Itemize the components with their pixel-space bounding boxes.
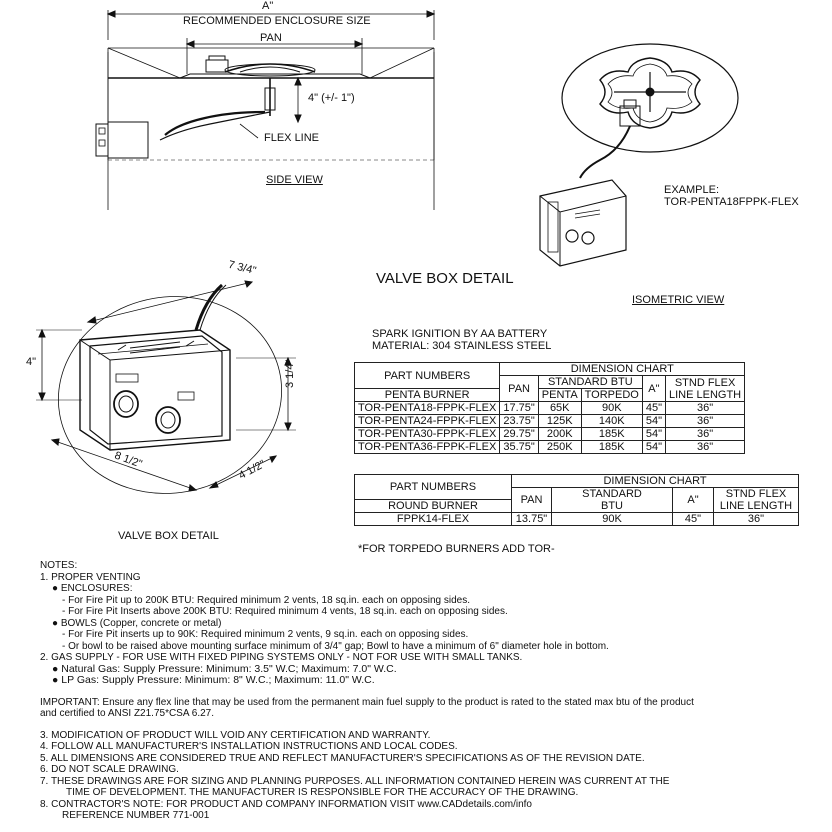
example-label: EXAMPLE:: [664, 184, 720, 196]
th-line-length: LINE LENGTH: [669, 388, 742, 401]
note-natural-gas: ● Natural Gas: Supply Pressure: Minimum: 3.5" W.C; Maximum: 7.0" W.C.: [52, 662, 397, 675]
row-flex: 36": [666, 415, 745, 428]
row-torpedo: 90K: [581, 402, 642, 415]
row-part: PENTA36-FPPK-FLEX: [385, 441, 500, 454]
row-penta: 250K: [538, 441, 581, 454]
th-flex: [666, 376, 745, 402]
note-important-2: and certified to ANSI Z21.75*CSA 6.27.: [40, 708, 214, 719]
note-2: 2. GAS SUPPLY - FOR USE WITH FIXED PIPING SYSTEMS ONLY - NOT FOR USE WITH SMALL TANKS.: [40, 652, 523, 663]
valve-box-detail-heading: VALVE BOX DETAIL: [376, 270, 514, 287]
note-1: 1. PROPER VENTING: [40, 571, 141, 583]
th-btu-2: BTU: [601, 500, 623, 512]
th-part-numbers: PART NUMBERS: [355, 363, 500, 389]
table-row: [355, 441, 745, 454]
dim-left-label: 4": [26, 356, 37, 368]
row-pan: 23.75": [500, 415, 538, 428]
th-dimension-chart: DIMENSION CHART: [500, 363, 745, 376]
row-btu: 90K: [552, 513, 673, 526]
th-standard-btu: STANDARD BTU: [538, 376, 642, 389]
th-penta: PENTA: [538, 389, 581, 402]
note-8: 8. CONTRACTOR'S NOTE: FOR PRODUCT AND COMPANY INFORMATION VISIT www.CADdetails.com/info: [40, 798, 532, 810]
dim-right-label: 3 1/4": [284, 359, 296, 388]
row-part: PENTA18-FPPK-FLEX: [385, 402, 500, 415]
note-bowls: ● BOWLS (Copper, concrete or metal): [52, 617, 222, 629]
row-part: FPPK14-FLEX: [355, 513, 512, 526]
row-flex: 36": [666, 428, 745, 441]
notes-section: [40, 560, 820, 822]
row-flex: 36": [666, 402, 745, 415]
row-flex: 36": [714, 513, 799, 526]
row-a: 54": [642, 415, 665, 428]
row-a: 45": [642, 402, 665, 415]
th-flex-2: [714, 488, 799, 513]
row-a: 54": [642, 428, 665, 441]
row-part: PENTA24-FPPK-FLEX: [385, 415, 500, 428]
notes-title: NOTES:: [40, 560, 78, 571]
note-7a: 7. THESE DRAWINGS ARE FOR SIZING AND PLANNING PURPOSES. ALL INFORMATION CONTAINED HEREIN WAS CURRENT AT THE: [40, 775, 670, 787]
th-stnd-flex: STND FLEX: [674, 376, 736, 389]
note-lp-gas: ● LP Gas: Supply Pressure: Minimum: 8" W.C.; Maximum: 11.0" W.C.: [52, 674, 375, 686]
row-a: 45": [673, 513, 714, 526]
dim-a-label: A": [262, 0, 274, 12]
torpedo-note: *FOR TORPEDO BURNERS ADD TOR-: [358, 543, 555, 555]
row-prefix: TOR-: [355, 428, 385, 441]
th-a: A": [642, 376, 665, 402]
height-dim-label: 4" (+/- 1"): [308, 92, 355, 104]
row-pan: 35.75": [500, 441, 538, 454]
isometric-view-title: ISOMETRIC VIEW: [632, 294, 725, 306]
dimension-table-penta: [354, 362, 745, 454]
note-enclosure-1: - For Fire Pit up to 200K BTU: Required minimum 2 vents, 18 sq.in. each on opposing sides.: [62, 594, 470, 606]
note-bowl-2: - Or bowl to be raised above mounting surface minimum of 3/4" gap; Bowl to have a minimum of 6" diameter hole in bottom.: [62, 640, 609, 652]
th-pan-2: PAN: [512, 488, 552, 513]
th-line-length-2: LINE LENGTH: [719, 500, 793, 512]
row-prefix: TOR-: [355, 402, 385, 415]
row-a: 54": [642, 441, 665, 454]
note-5: 5. ALL DIMENSIONS ARE CONSIDERED TRUE AND REFLECT MANUFACTURER'S SPECIFICATIONS AS OF THE REVISION DATE.: [40, 752, 645, 764]
ignition-spec: SPARK IGNITION BY AA BATTERY: [372, 328, 548, 340]
enclosure-label: RECOMMENDED ENCLOSURE SIZE: [183, 15, 371, 27]
th-standard-btu-2: [552, 488, 673, 513]
flex-line-label: FLEX LINE: [264, 132, 320, 144]
table-row: [355, 428, 745, 441]
th-part-numbers-2: PART NUMBERS: [355, 475, 512, 500]
row-prefix: TOR-: [355, 415, 385, 428]
row-penta: 125K: [538, 415, 581, 428]
row-flex: 36": [666, 441, 745, 454]
reference-number: REFERENCE NUMBER 771-001: [62, 810, 210, 821]
note-7b: TIME OF DEVELOPMENT. THE MANUFACTURER IS RESPONSIBLE FOR THE ACCURACY OF THE DRAWING.: [66, 787, 579, 798]
row-penta: 65K: [538, 402, 581, 415]
th-torpedo: TORPEDO: [581, 389, 642, 402]
valve-box-drawing: [36, 279, 297, 511]
valve-box-title: VALVE BOX DETAIL: [118, 530, 219, 542]
table-row: [355, 513, 799, 526]
material-spec: MATERIAL: 304 STAINLESS STEEL: [372, 340, 552, 352]
table-row: [355, 402, 745, 415]
th-standard-2: STANDARD: [582, 488, 642, 500]
dim-top-label: 7 3/4": [226, 258, 258, 278]
th-stnd-flex-2: STND FLEX: [725, 488, 787, 500]
th-penta-burner: PENTA BURNER: [355, 389, 500, 402]
th-a-2: A": [673, 488, 714, 513]
isometric-view-drawing: [540, 44, 738, 266]
row-pan: 13.75": [512, 513, 552, 526]
row-penta: 200K: [538, 428, 581, 441]
note-enclosures: ● ENCLOSURES:: [52, 583, 133, 594]
dim-bottom-label: 8 1/2": [112, 449, 144, 471]
th-dimension-chart-2: DIMENSION CHART: [512, 475, 799, 488]
note-bowl-1: - For Fire Pit inserts up to 90K: Required minimum 2 vents, 9 sq.in. each on opposing sides.: [62, 629, 469, 640]
row-torpedo: 185K: [581, 441, 642, 454]
side-view-title: SIDE VIEW: [266, 174, 323, 186]
row-torpedo: 140K: [581, 415, 642, 428]
row-torpedo: 185K: [581, 428, 642, 441]
row-part: PENTA30-FPPK-FLEX: [385, 428, 500, 441]
th-round-burner: ROUND BURNER: [355, 500, 512, 513]
note-6: 6. DO NOT SCALE DRAWING.: [40, 764, 179, 775]
dimension-table-round: [354, 474, 799, 526]
example-model: TOR-PENTA18FPPK-FLEX: [664, 196, 799, 208]
note-3: 3. MODIFICATION OF PRODUCT WILL VOID ANY CERTIFICATION AND WARRANTY.: [40, 729, 431, 741]
table-row: [355, 415, 745, 428]
pan-label: PAN: [260, 32, 282, 44]
note-enclosure-2: - For Fire Pit Inserts above 200K BTU: Required minimum 4 vents, 18 sq.in. each on opposing sides.: [62, 606, 508, 617]
dim-bottom-right-label: 4 1/2": [236, 458, 268, 482]
note-4: 4. FOLLOW ALL MANUFACTURER'S INSTALLATION INSTRUCTIONS AND LOCAL CODES.: [40, 741, 458, 752]
row-pan: 17.75": [500, 402, 538, 415]
th-pan: PAN: [500, 376, 538, 402]
note-important-1: IMPORTANT: Ensure any flex line that may be used from the permanent main fuel supply to the product is rated to the stated max btu of the product: [40, 696, 694, 708]
row-pan: 29.75": [500, 428, 538, 441]
row-prefix: TOR-: [355, 441, 385, 454]
